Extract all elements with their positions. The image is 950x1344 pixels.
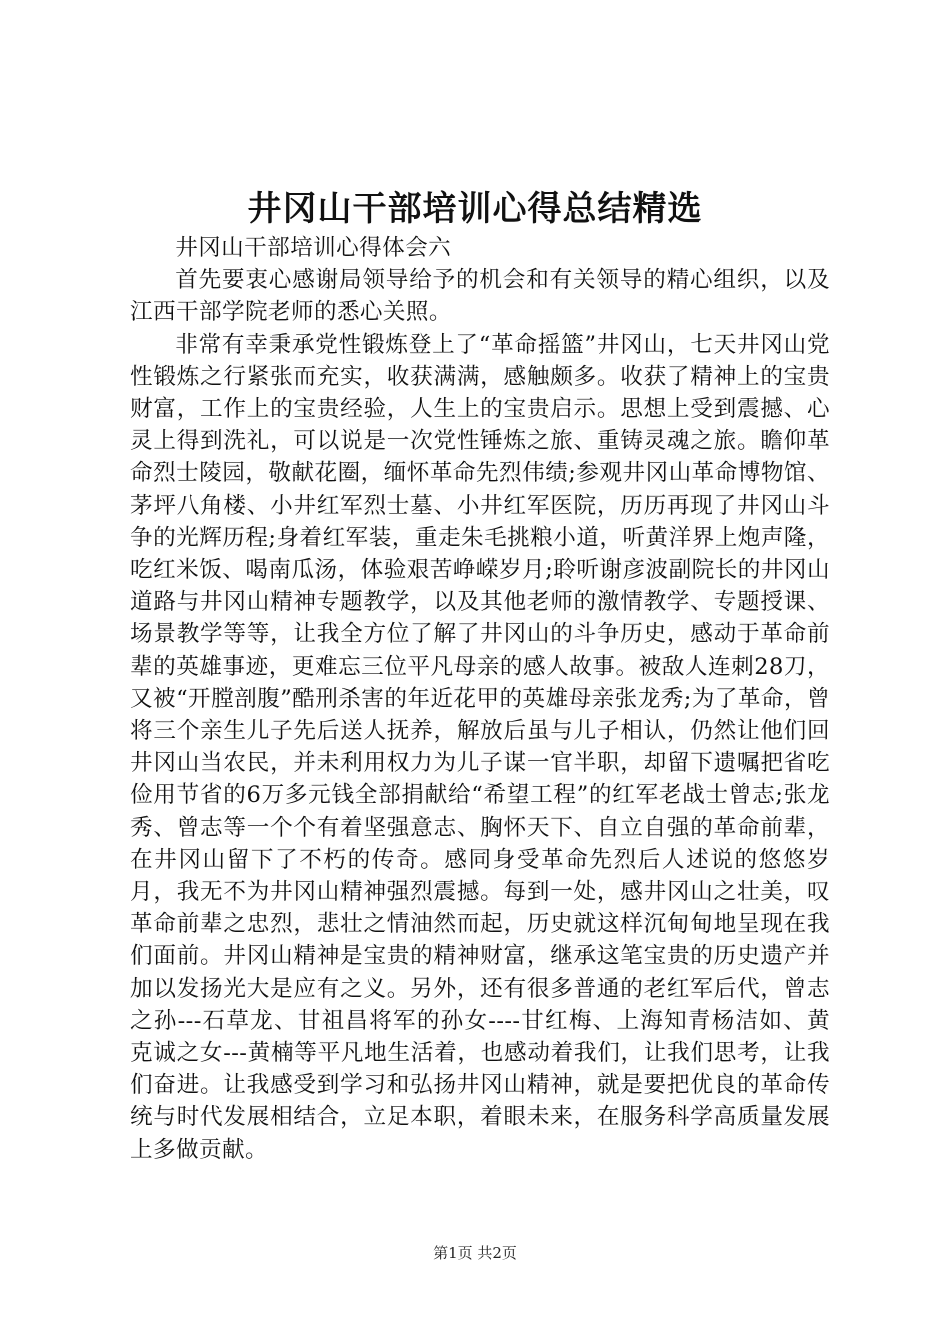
document-body [130, 232, 830, 1166]
paragraph-gratitude: 首先要衷心感谢局领导给予的机会和有关领导的精心组织，以及江西干部学院老师的悉心关照。 [130, 267, 830, 326]
paragraph-main: 非常有幸秉承党性锻炼登上了“革命摇篮”井冈山，七天井冈山党性锻炼之行紧张而充实，收获满满，感触颇多。收获了精神上的宝贵财富，工作上的宝贵经验，人生上的宝贵启示。思想上受到震撼、心灵上得到洗礼，可以说是一次党性锤炼之旅、重铸灵魂之旅。瞻仰革命烈士陵园，敬献花圈，缅怀革命先烈伟绩;参观井冈山革命博物馆、茅坪八角楼、小井红军烈士墓、小井红军医院，历历再现了井冈山斗争的光辉历程;身着红军装，重走朱毛挑粮小道，听黄洋界上炮声隆，吃红米饭、喝南瓜汤，体验艰苦峥嵘岁月;聆听谢彦波副院长的井冈山道路与井冈山精神专题教学，以及其他老师的激情教学、专题授课、场景教学等等，让我全方位了解了井冈山的斗争历史，感动于革命前辈的英雄事迹，更难忘三位平凡母亲的感人故事。被敌人连刺28刀，又被“开膛剖腹”酷刑杀害的年近花甲的英雄母亲张龙秀;为了革命，曾将三个亲生儿子先后送人抚养，解放后虽与儿子相认，仍然让他们回井冈山当农民，并未利用权力为儿子谋一官半职，却留下遗嘱把省吃俭用节省的6万多元钱全部捐献给“希望工程”的红军老战士曾志;张龙秀、曾志等一个个有着坚强意志、胸怀天下、自立自强的革命前辈，在井冈山留下了不朽的传奇。感同身受革命先烈后人述说的悠悠岁月，我无不为井冈山精神强烈震撼。每到一处，感井冈山之壮美，叹革命前辈之忠烈，悲壮之情油然而起，历史就这样沉甸甸地呈现在我们面前。井冈山精神是宝贵的精神财富，继承这笔宝贵的历史遗产并加以发扬光大是应有之义。另外，还有很多普通的老红军后代，曾志之孙---石草龙、甘祖昌将军的孙女----甘红梅、上海知青杨洁如、黄克诚之女---黄楠等平凡地生活着，也感动着我们，让我们思考，让我们奋进。让我感受到学习和弘扬井冈山精神，就是要把优良的革命传统与时代发展相结合，立足本职，着眼未来，在服务科学高质量发展上多做贡献。 [130, 331, 830, 1163]
document-title: 井冈山干部培训心得总结精选 [247, 189, 703, 229]
page-number-footer: 第1页 共2页 [433, 1244, 517, 1262]
paragraph-subtitle: 井冈山干部培训心得体会六 [175, 235, 452, 261]
